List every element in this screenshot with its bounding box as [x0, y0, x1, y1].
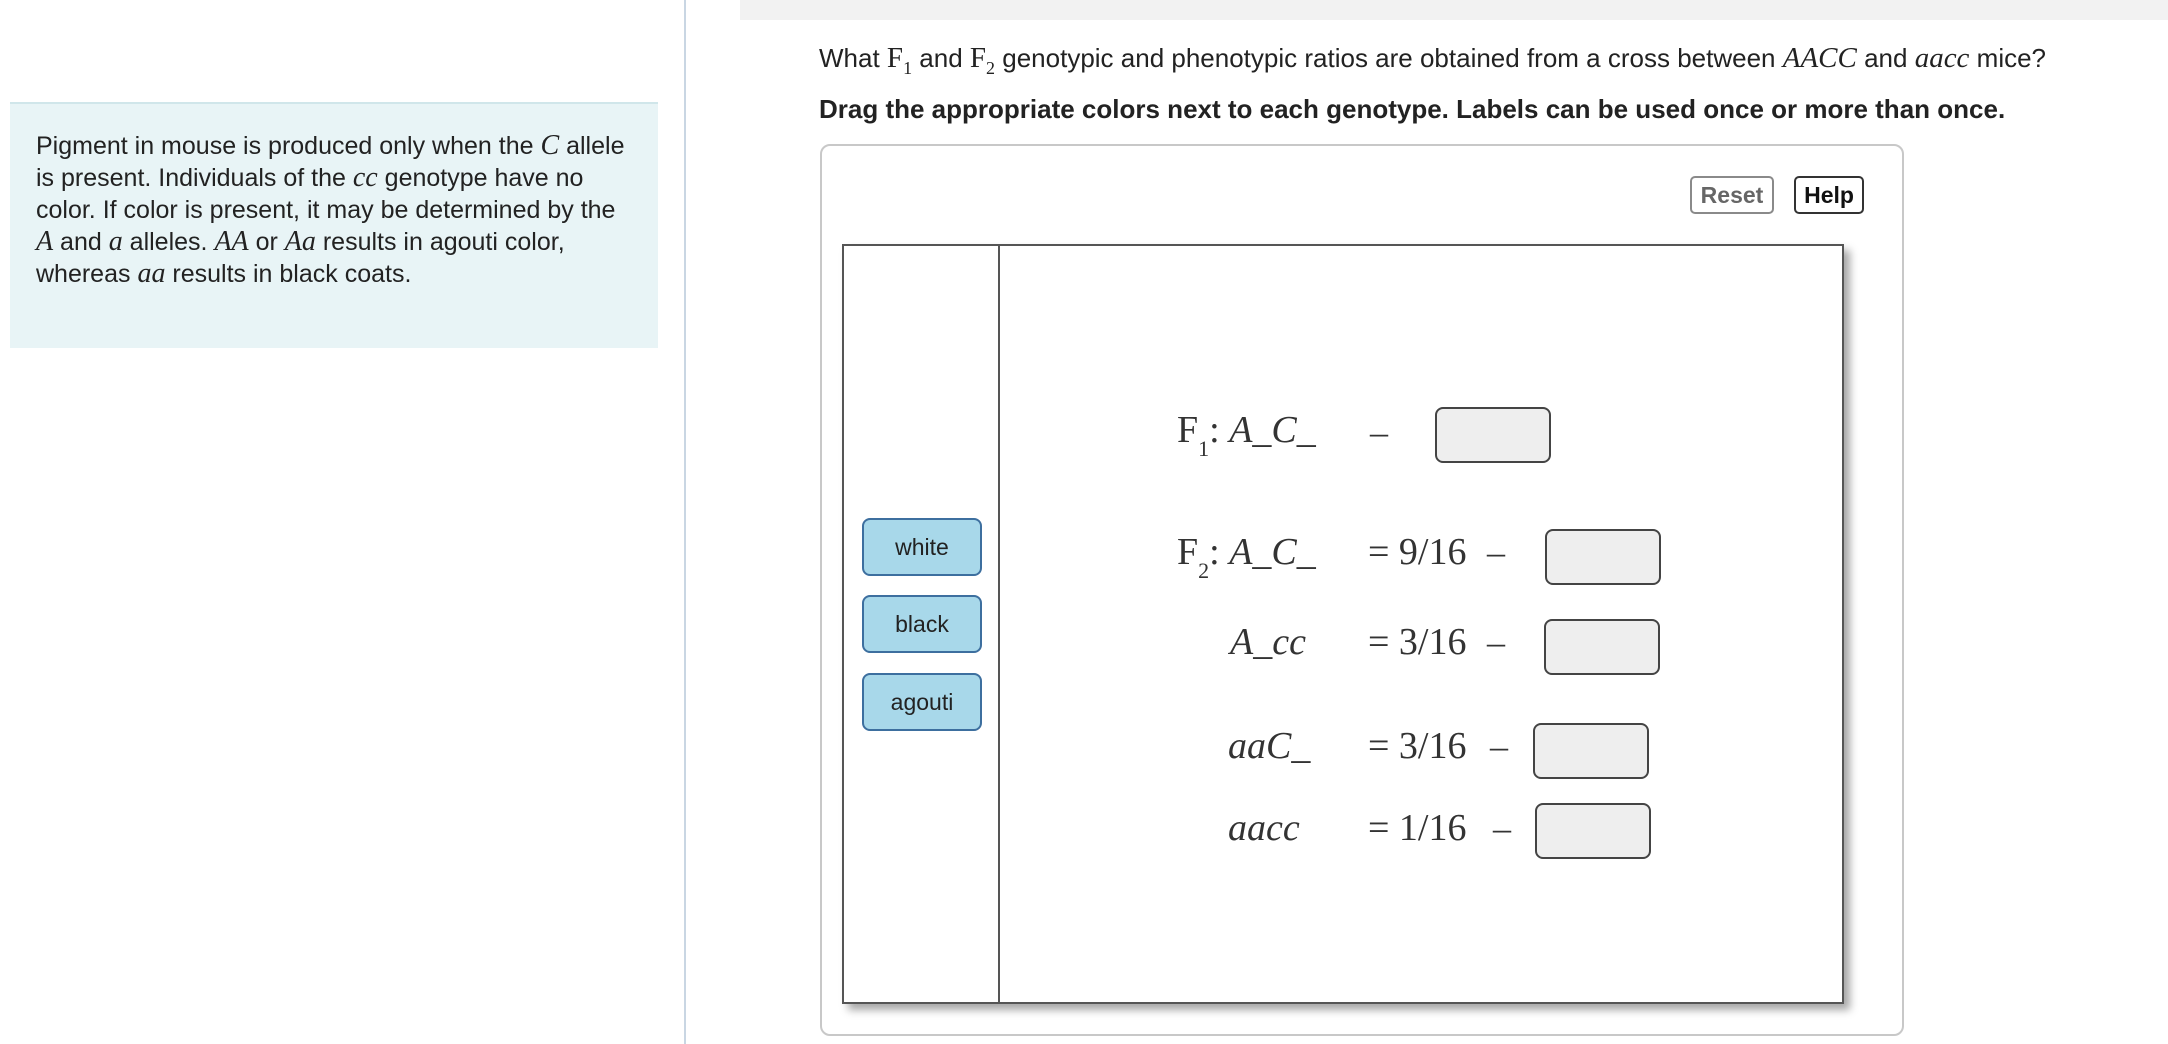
genotype-label: $F_2$: A_C_ [1177, 531, 1316, 583]
question-part: and [1856, 43, 1915, 73]
info-math: cc [352, 162, 378, 193]
top-bar [740, 0, 2168, 20]
question-text [819, 40, 2046, 86]
question-math: AACC [1782, 42, 1857, 74]
info-math: aa [137, 258, 166, 289]
dash: – [1490, 726, 1508, 766]
question-math: $F_1$ [886, 42, 913, 78]
ratio-label: = 1/16 [1368, 807, 1467, 849]
label-black[interactable]: black [862, 595, 982, 653]
help-button[interactable]: Help [1794, 176, 1864, 214]
drop-target-aacc[interactable] [1535, 803, 1651, 859]
info-text: alleles. [122, 228, 215, 256]
drop-target-aa-c[interactable] [1533, 723, 1649, 779]
dash: – [1487, 622, 1505, 662]
genotype-label: A_cc [1230, 621, 1306, 663]
question-part: genotypic and phenotypic ratios are obtained from a cross between [995, 43, 1783, 73]
question-math: aacc [1914, 42, 1970, 74]
info-math: Aa [284, 226, 316, 257]
dash: – [1493, 808, 1511, 848]
info-text: allele is present. Individuals of the [36, 132, 625, 192]
question-part: and [912, 43, 970, 73]
label-white[interactable]: white [862, 518, 982, 576]
genotype-label: aaC_ [1228, 725, 1311, 767]
info-text: Pigment in mouse is produced only when the [36, 132, 541, 160]
info-math: C [540, 130, 560, 161]
panel-divider [684, 0, 686, 1044]
info-text: or [248, 228, 285, 256]
question-part: mice? [1969, 43, 2047, 73]
drop-target-a-cc[interactable] [1544, 619, 1660, 675]
ratio-label: = 3/16 [1368, 621, 1467, 663]
info-math: a [108, 226, 123, 257]
info-panel [10, 102, 658, 348]
ratio-label: = 3/16 [1368, 725, 1467, 767]
instruction-text: Drag the appropriate colors next to each genotype. Labels can be used once or more than once. [819, 94, 2006, 124]
info-math: AA [214, 226, 249, 257]
info-text: genotype have no color. If color is present, it may be determined by the [36, 164, 616, 224]
info-text: results in black coats. [165, 260, 412, 288]
info-text: and [53, 228, 109, 256]
drop-target-f1[interactable] [1435, 407, 1551, 463]
ratio-label: = 9/16 [1368, 531, 1467, 573]
info-math: A [36, 226, 54, 257]
question-math: $F_2$ [969, 42, 996, 78]
dash: – [1487, 532, 1505, 572]
question-part: What [819, 43, 887, 73]
dash: – [1370, 412, 1388, 452]
label-agouti[interactable]: agouti [862, 673, 982, 731]
info-text: results in agouti color, whereas [36, 228, 565, 288]
drop-target-f2-a-c[interactable] [1545, 529, 1661, 585]
genotype-label: aacc [1228, 807, 1300, 849]
genotype-label: $F_1$: A_C_ [1177, 409, 1316, 461]
reset-button[interactable]: Reset [1690, 176, 1774, 214]
